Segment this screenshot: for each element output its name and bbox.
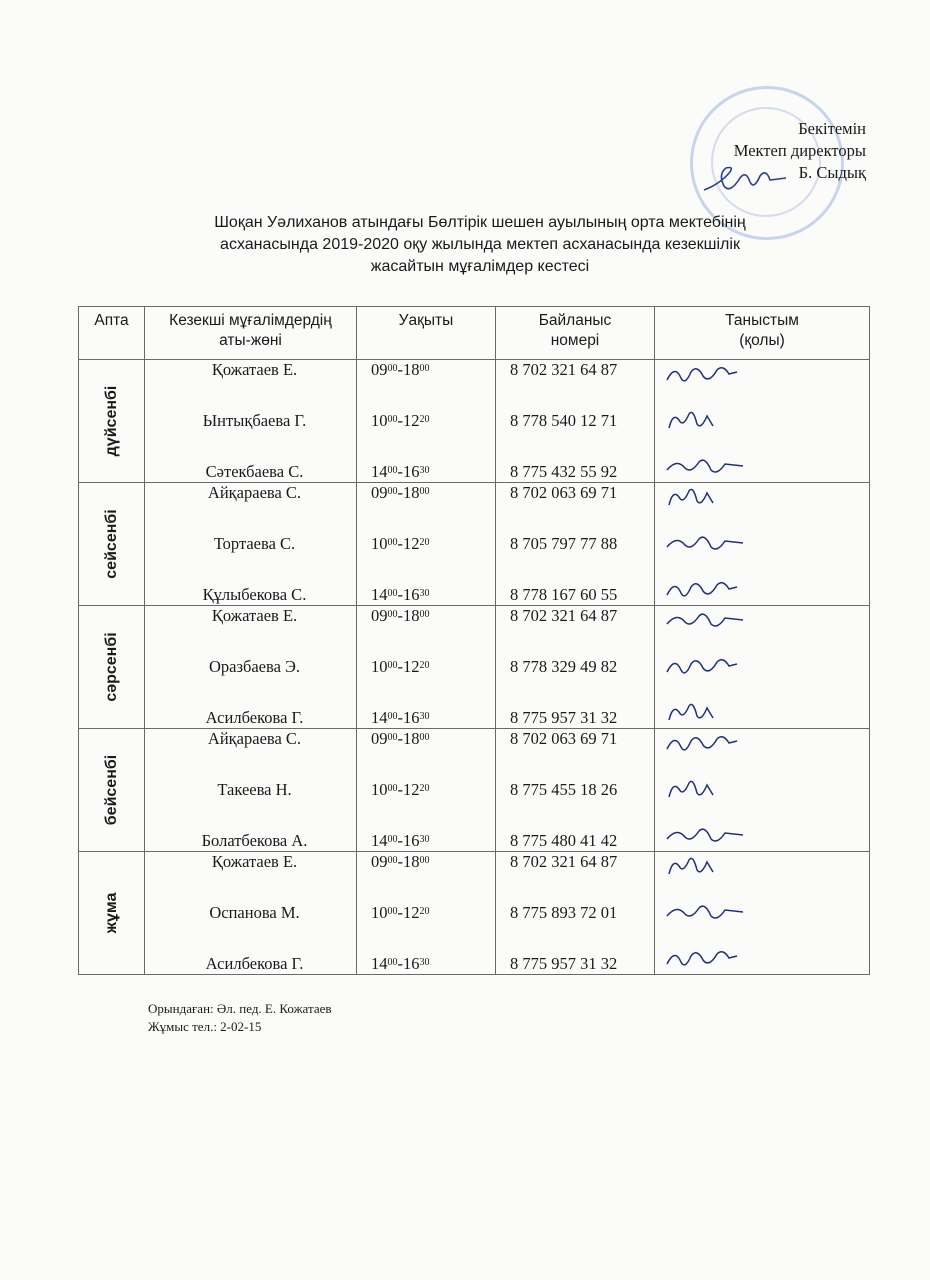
duty-time: $09^{00}-18^{00}$ [371, 360, 430, 379]
duty-time: $10^{00}-12^{20}$ [371, 411, 430, 430]
day-label: дүйсенбі [102, 385, 120, 457]
teacher-name-cell [145, 729, 357, 852]
duty-time: $14^{00}-16^{30}$ [371, 585, 430, 604]
day-label: сейсенбі [102, 509, 120, 579]
duty-time: $09^{00}-18^{00}$ [371, 729, 430, 748]
day-label-cell [79, 606, 145, 729]
day-label-cell [79, 360, 145, 483]
phone-number-cell [496, 483, 655, 606]
phone-number-cell [496, 729, 655, 852]
header-week: Апта [79, 307, 145, 360]
teacher-name: Сәтекбаева С. [205, 462, 304, 481]
duty-time: $14^{00}-16^{30}$ [371, 708, 430, 727]
duty-time: $09^{00}-18^{00}$ [371, 606, 430, 625]
duty-time: $10^{00}-12^{20}$ [371, 534, 430, 553]
teacher-name-cell [145, 852, 357, 975]
signature-cell [655, 852, 870, 975]
duty-time-cell [357, 360, 496, 483]
teacher-signature [663, 452, 749, 482]
teacher-signature [663, 775, 749, 805]
day-row [79, 606, 870, 729]
teacher-signature [663, 575, 749, 605]
duty-time: $09^{00}-18^{00}$ [371, 852, 430, 871]
teacher-name: Қожатаев Е. [211, 360, 298, 379]
day-row [79, 360, 870, 483]
duty-time-cell [357, 606, 496, 729]
phone-number: 8 778 167 60 55 [510, 585, 618, 604]
phone-number-cell [496, 852, 655, 975]
teacher-name: Болатбекова А. [201, 831, 308, 850]
approval-director-name: Б. Сыдық [798, 163, 866, 182]
teacher-name: Асилбекова Г. [205, 954, 304, 973]
teacher-name: Ынтықбаева Г. [202, 411, 307, 430]
teacher-name: Айқараева С. [207, 729, 302, 748]
teacher-signature [663, 944, 749, 974]
phone-number: 8 702 321 64 87 [510, 360, 618, 379]
duty-time: $14^{00}-16^{30}$ [371, 462, 430, 481]
header-phone: Байланыс номері [496, 307, 655, 360]
work-phone: Жұмыс тел.: 2-02-15 [148, 1019, 262, 1034]
signature-cell [655, 606, 870, 729]
teacher-signature [663, 852, 749, 882]
phone-number-cell [496, 360, 655, 483]
phone-number: 8 775 893 72 01 [510, 903, 618, 922]
phone-number-cell [496, 606, 655, 729]
teacher-signature [663, 898, 749, 928]
phone-number: 8 702 321 64 87 [510, 852, 618, 871]
duty-time: $14^{00}-16^{30}$ [371, 954, 430, 973]
phone-number: 8 778 329 49 82 [510, 657, 618, 676]
teacher-name-cell [145, 483, 357, 606]
title-line-1: Шоқан Уәлиханов атындағы Бөлтірік шешен ауылының орта мектебінің [214, 214, 746, 231]
approval-block [734, 118, 866, 184]
header-teacher-name: Кезекші мұғалімдердің аты-жөні [145, 307, 357, 360]
phone-number: 8 775 432 55 92 [510, 462, 618, 481]
signature-cell [655, 360, 870, 483]
signature-cell [655, 483, 870, 606]
duty-time: $10^{00}-12^{20}$ [371, 657, 430, 676]
teacher-name: Асилбекова Г. [205, 708, 304, 727]
teacher-signature [663, 698, 749, 728]
approval-position: Мектеп директоры [733, 141, 866, 160]
prepared-by: Орындаған: Әл. пед. Е. Кожатаев [148, 1001, 332, 1016]
teacher-name-cell [145, 360, 357, 483]
teacher-signature [663, 529, 749, 559]
teacher-signature [663, 729, 749, 759]
duty-time: $14^{00}-16^{30}$ [371, 831, 430, 850]
day-label: сәрсенбі [102, 632, 120, 702]
day-row [79, 852, 870, 975]
teacher-name: Айқараева С. [207, 483, 302, 502]
document-title [150, 212, 810, 278]
day-label: жұма [102, 892, 120, 934]
teacher-name: Такеева Н. [217, 780, 292, 799]
day-label: бейсенбі [102, 754, 120, 826]
title-line-3: жасайтын мұғалімдер кестесі [370, 258, 590, 275]
teacher-signature [663, 483, 749, 513]
teacher-name: Оразбаева Э. [208, 657, 301, 676]
teacher-name: Қожатаев Е. [211, 852, 298, 871]
day-row [79, 483, 870, 606]
phone-number: 8 702 063 69 71 [510, 483, 618, 502]
duty-time: $09^{00}-18^{00}$ [371, 483, 430, 502]
day-row [79, 729, 870, 852]
phone-number: 8 775 480 41 42 [510, 831, 618, 850]
teacher-name: Құлыбекова С. [202, 585, 307, 604]
approval-heading: Бекітемін [798, 119, 866, 138]
teacher-name: Оспанова М. [209, 903, 300, 922]
duty-time: $10^{00}-12^{20}$ [371, 780, 430, 799]
title-line-2: асханасында 2019-2020 оқу жылында мектеп асханасында кезекшілік [220, 236, 740, 253]
phone-number: 8 775 957 31 32 [510, 708, 618, 727]
teacher-signature [663, 360, 749, 390]
duty-schedule-table [78, 306, 870, 975]
day-label-cell [79, 483, 145, 606]
phone-number: 8 775 957 31 32 [510, 954, 618, 973]
teacher-signature [663, 606, 749, 636]
phone-number: 8 702 321 64 87 [510, 606, 618, 625]
footer-block [148, 1000, 332, 1036]
header-time: Уақыты [357, 307, 496, 360]
teacher-name-cell [145, 606, 357, 729]
header-signature: Таныстым (қолы) [655, 307, 870, 360]
teacher-signature [663, 821, 749, 851]
phone-number: 8 702 063 69 71 [510, 729, 618, 748]
teacher-name: Қожатаев Е. [211, 606, 298, 625]
header-row [79, 307, 870, 360]
duty-time-cell [357, 852, 496, 975]
teacher-signature [663, 406, 749, 436]
phone-number: 8 778 540 12 71 [510, 411, 618, 430]
signature-cell [655, 729, 870, 852]
teacher-name: Тортаева С. [213, 534, 296, 553]
day-label-cell [79, 729, 145, 852]
teacher-signature [663, 652, 749, 682]
duty-time-cell [357, 483, 496, 606]
phone-number: 8 705 797 77 88 [510, 534, 618, 553]
duty-time-cell [357, 729, 496, 852]
phone-number: 8 775 455 18 26 [510, 780, 618, 799]
duty-time: $10^{00}-12^{20}$ [371, 903, 430, 922]
day-label-cell [79, 852, 145, 975]
